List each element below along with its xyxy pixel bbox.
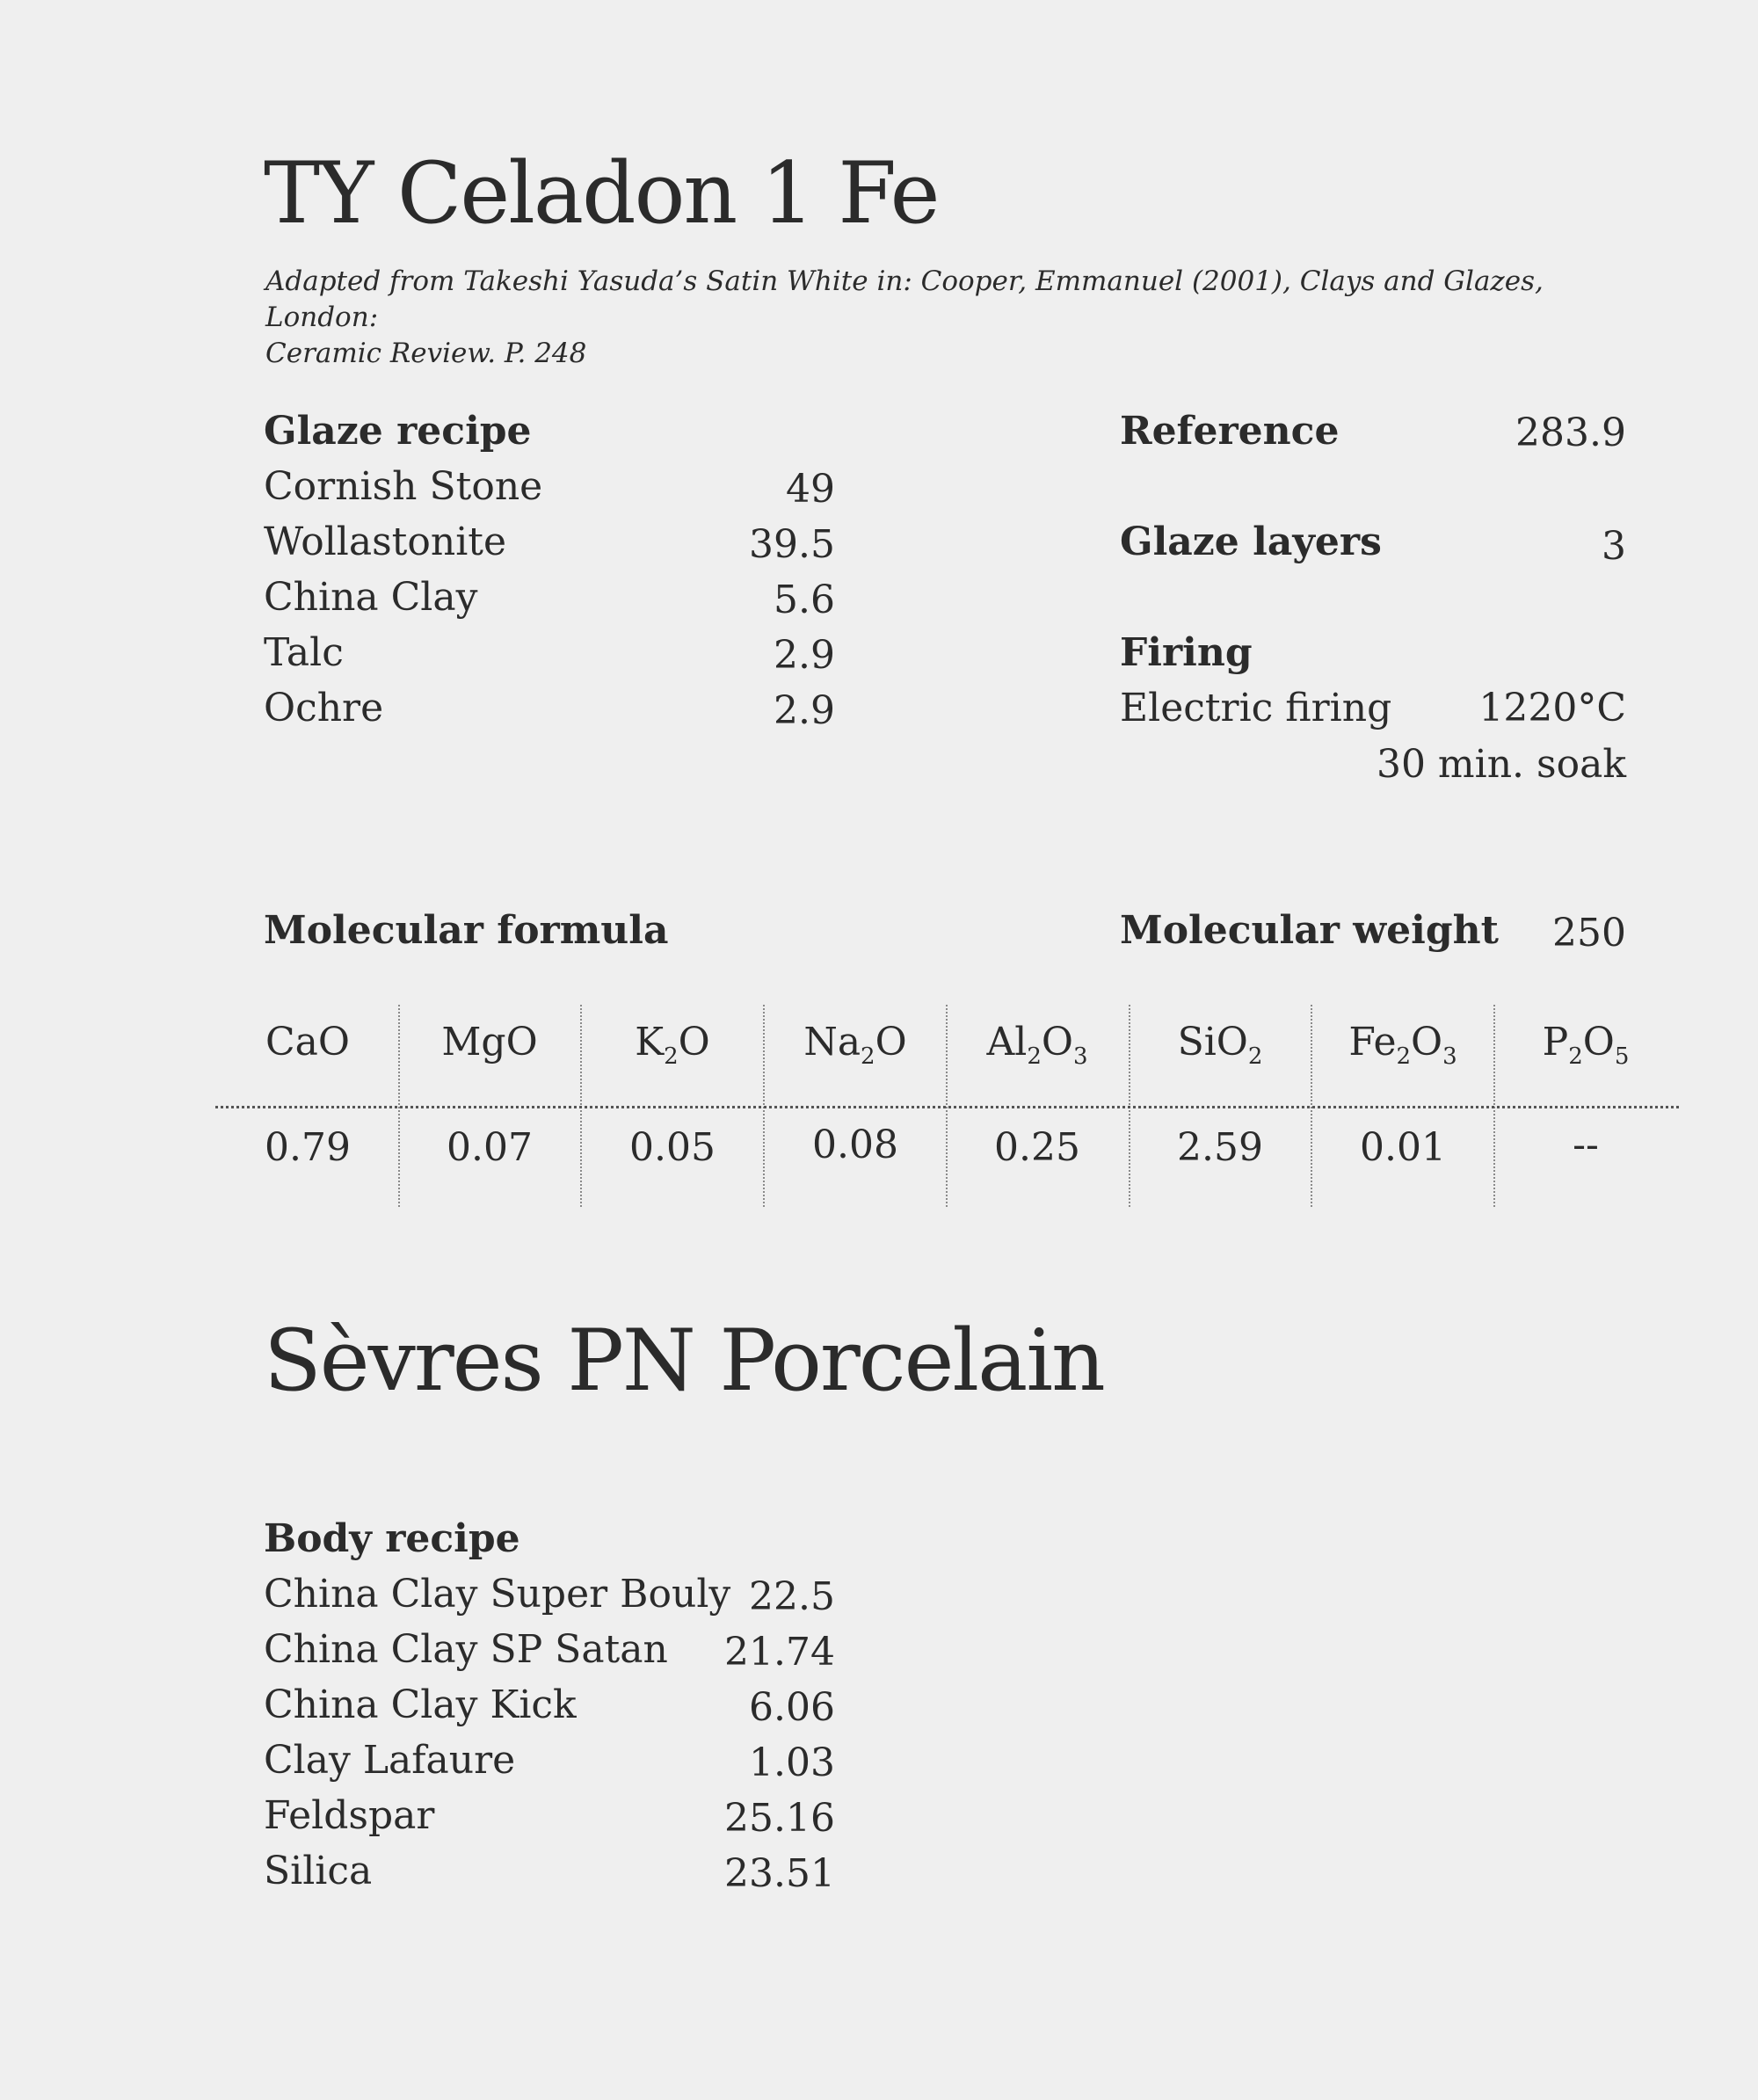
ingredient-name: Silica — [264, 1849, 373, 1893]
firing-temperature: 1220°C — [1478, 686, 1626, 730]
oxide-header-cao: CaO — [265, 1020, 350, 1065]
oxide-value: 0.05 — [629, 1125, 716, 1170]
firing-heading: Firing — [1120, 630, 1253, 675]
oxide-header-mgo: MgO — [441, 1020, 538, 1065]
reference-label: Reference — [1120, 409, 1340, 454]
oxide-header-k2o: $K_2O$ — [635, 1020, 710, 1070]
ingredient-amount: 21.74 — [724, 1630, 835, 1675]
ingredient-name: Ochre — [264, 686, 384, 730]
ingredient-amount: 22.5 — [749, 1574, 835, 1619]
table-divider — [215, 1106, 1679, 1108]
glaze-source-line: Adapted from Takeshi Yasuda’s Satin White in: Cooper, Emmanuel (2001), Clays and Glazes, London: — [265, 265, 1544, 333]
ingredient-amount: 5.6 — [774, 578, 835, 622]
glaze-source — [265, 264, 1584, 372]
ingredient-name: Cornish Stone — [264, 464, 543, 509]
ingredient-name: China Clay Super Bouly — [264, 1572, 731, 1617]
ingredient-name: China Clay Kick — [264, 1682, 577, 1727]
ingredient-amount: 2.9 — [774, 688, 835, 733]
oxide-header-al2o3: $Al_2O_3$ — [986, 1020, 1088, 1070]
glaze-title: TY Celadon 1 Fe — [264, 144, 939, 243]
oxide-value: 0.08 — [812, 1123, 898, 1167]
oxide-value: 0.25 — [994, 1125, 1080, 1170]
oxide-value: 0.01 — [1360, 1125, 1446, 1170]
molecular-formula-heading: Molecular formula — [264, 908, 669, 953]
oxide-header-sio2: SiO$_2$ — [1177, 1020, 1263, 1070]
ingredient-name: Talc — [264, 630, 344, 675]
oxide-header-na2o: $Na_2O$ — [803, 1020, 907, 1070]
ingredient-amount: 25.16 — [724, 1796, 835, 1841]
oxide-value: 0.07 — [447, 1125, 533, 1170]
glaze-recipe-heading: Glaze recipe — [264, 409, 532, 454]
reference-value: 283.9 — [1515, 411, 1626, 455]
ingredient-name: Wollastonite — [264, 520, 506, 564]
firing-type: Electric firing — [1120, 686, 1392, 730]
ingredient-amount: 39.5 — [749, 522, 835, 567]
oxide-header-fe2o3: $Fe_2O_3$ — [1348, 1020, 1457, 1070]
oxide-value: 0.79 — [265, 1125, 351, 1170]
ingredient-amount: 23.51 — [724, 1851, 835, 1896]
ingredient-amount: 2.9 — [774, 633, 835, 678]
ingredient-name: Clay Lafaure — [264, 1738, 516, 1783]
oxide-header-p2o5: $P_2O_5$ — [1542, 1020, 1630, 1070]
glaze-layers-label: Glaze layers — [1120, 520, 1382, 564]
ingredient-name: Feldspar — [264, 1793, 435, 1838]
ingredient-name: China Clay — [264, 575, 478, 620]
oxide-value: 2.59 — [1177, 1125, 1263, 1170]
firing-soak: 30 min. soak — [1376, 742, 1626, 787]
ingredient-amount: 49 — [786, 467, 835, 512]
glaze-layers-value: 3 — [1602, 524, 1626, 569]
ingredient-amount: 6.06 — [749, 1685, 835, 1730]
oxide-value: -- — [1573, 1123, 1599, 1167]
molecular-weight-value: 250 — [1552, 911, 1626, 956]
molecular-weight-label: Molecular weight — [1120, 908, 1499, 953]
ingredient-name: China Clay SP Satan — [264, 1627, 668, 1672]
body-recipe-heading: Body recipe — [264, 1516, 520, 1561]
glaze-source-line: Ceramic Review. P. 248 — [265, 338, 587, 369]
body-title: Sèvres PN Porcelain — [264, 1312, 1104, 1410]
ingredient-amount: 1.03 — [749, 1740, 835, 1785]
